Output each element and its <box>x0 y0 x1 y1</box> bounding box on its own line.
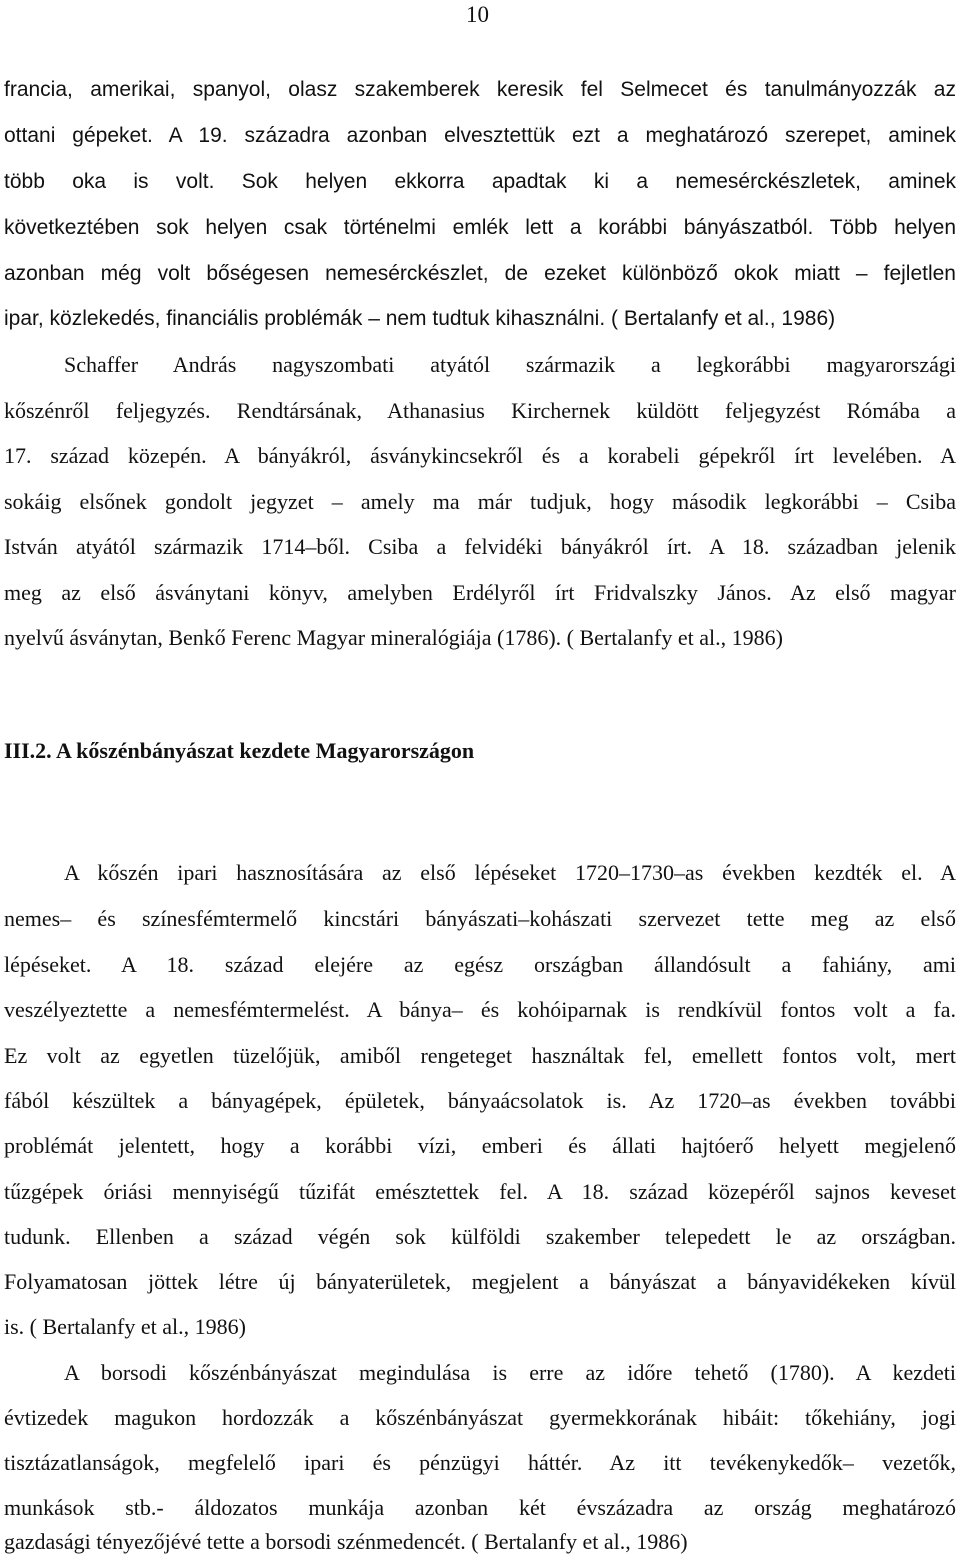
text-line: meg az első ásványtani könyv, amelyben Erdélyről írt Fridvalszky János. Az első magyar <box>4 580 956 605</box>
text-line: 17. század közepén. A bányákról, ásványkincsekről és a korabeli gépekről írt levelében. A <box>4 443 956 468</box>
text-line: azonban még volt bőségesen nemesérckészlet, de ezeket különböző okok miatt – fejletlen <box>4 262 956 285</box>
text-line: kőszénről feljegyzés. Rendtársának, Athanasius Kirchernek küldött feljegyzést Rómába a <box>4 398 956 423</box>
text-line: nemes– és színesfémtermelő kincstári bányászati–kohászati szervezet tette meg az első <box>4 906 956 931</box>
text-line: évtizedek magukon hordozzák a kőszénbányászat gyermekkorának hibáit: tőkehiány, jogi <box>4 1405 956 1430</box>
text-line: Ez volt az egyetlen tüzelőjük, amiből rengeteget használtak fel, emellett fontos volt, mert <box>4 1043 956 1068</box>
text-line: Schaffer András nagyszombati atyától származik a legkorábbi magyarországi <box>64 352 956 377</box>
section-heading: III.2. A kőszénbányászat kezdete Magyarországon <box>4 738 475 763</box>
text-line: problémát jelentett, hogy a korábbi vízi, emberi és állati hajtóerő helyett megjelenő <box>4 1133 956 1158</box>
text-line: fából készültek a bányagépek, épületek, bányaácsolatok is. Az 1720–as években további <box>4 1088 956 1113</box>
text-line: lépéseket. A 18. század elejére az egész országban állandósult a fahiány, ami <box>4 952 956 977</box>
text-line: ottani gépeket. A 19. századra azonban elvesztettük ezt a meghatározó szerepet, aminek <box>4 124 956 147</box>
text-line: francia, amerikai, spanyol, olasz szakemberek keresik fel Selmecet és tanulmányozzák az <box>4 78 956 101</box>
text-line: tudunk. Ellenben a század végén sok külföldi szakember telepedett le az országban. <box>4 1224 956 1249</box>
text-line: tűzgépek óriási mennyiségű tűzifát emésztettek fel. A 18. század közepéről sajnos keveset <box>4 1179 956 1204</box>
text-line: István atyától származik 1714–ből. Csiba a felvidéki bányákról írt. A 18. században jelenik <box>4 534 956 559</box>
text-line: Folyamatosan jöttek létre új bányaterületek, megjelent a bányászat a bányavidékeken kívül <box>4 1269 956 1294</box>
text-line: munkások stb.- áldozatos munkája azonban két évszázadra az ország meghatározó <box>4 1495 956 1520</box>
text-line: A borsodi kőszénbányászat megindulása is erre az időre tehető (1780). A kezdeti <box>64 1360 956 1385</box>
text-line: is. ( Bertalanfy et al., 1986) <box>4 1314 246 1339</box>
text-line: nyelvű ásványtan, Benkő Ferenc Magyar mineralógiája (1786). ( Bertalanfy et al., 1986) <box>4 625 783 650</box>
text-line: következtében sok helyen csak történelmi emlék lett a korábbi bányászatból. Több helyen <box>4 216 956 239</box>
text-line: sokáig elsőnek gondolt jegyzet – amely ma már tudjuk, hogy második legkorábbi – Csiba <box>4 489 956 514</box>
text-line: A kőszén ipari hasznosítására az első lépéseket 1720–1730–as években kezdték el. A <box>64 860 956 885</box>
text-line: veszélyeztette a nemesfémtermelést. A bánya– és kohóiparnak is rendkívül fontos volt a fa. <box>4 997 956 1022</box>
text-line: gazdasági tényezőjévé tette a borsodi szénmedencét. ( Bertalanfy et al., 1986) <box>4 1529 688 1554</box>
text-line: több oka is volt. Sok helyen ekkorra apadtak ki a nemesérckészletek, aminek <box>4 170 956 193</box>
text-line: tisztázatlanságok, megfelelő ipari és pénzügyi háttér. Az itt tevékenykedők– vezetők, <box>4 1450 956 1475</box>
text-line: ipar, közlekedés, financiális problémák – nem tudtuk kihasználni. ( Bertalanfy et al., 1986) <box>4 307 836 330</box>
page-number: 10 <box>466 2 489 27</box>
